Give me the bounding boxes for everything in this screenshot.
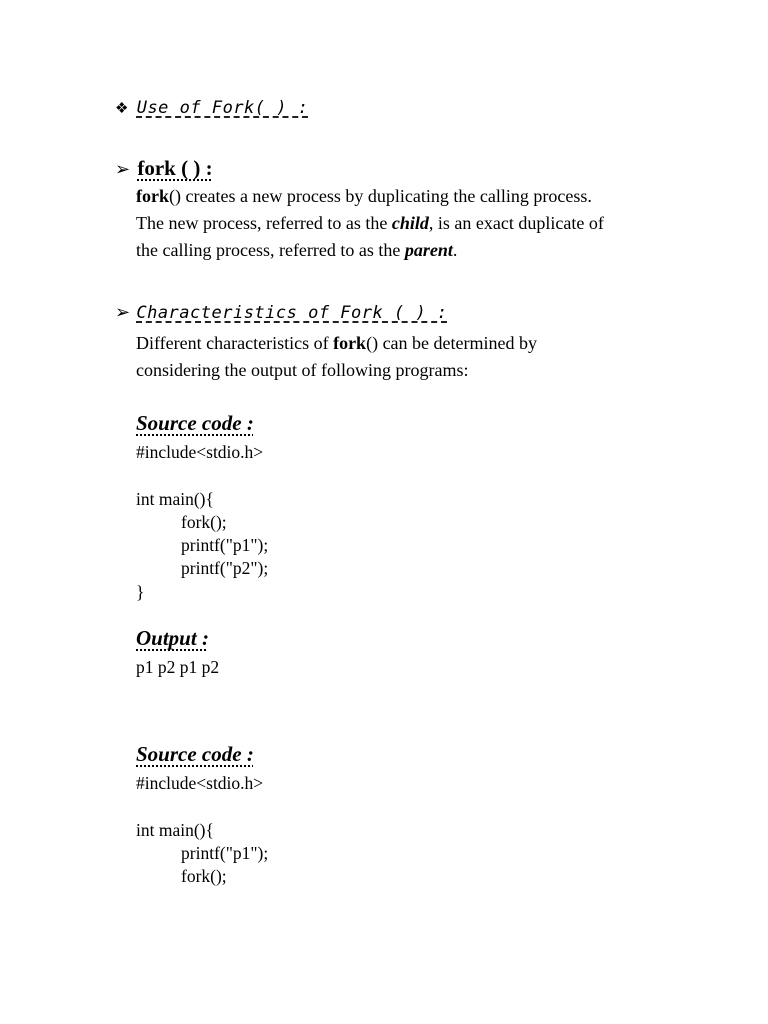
code-line [136, 464, 268, 487]
code-block-1 [136, 441, 268, 604]
characteristics-heading-text: Characteristics of Fork ( ) : [136, 303, 448, 323]
fork-desc-line-3: the calling process, referred to as the parent. [136, 240, 458, 260]
output-text: p1 p2 p1 p2 [136, 657, 220, 677]
arrow-bullet-icon: ➢ [115, 302, 131, 322]
characteristics-line-1: Different characteristics of fork() can be determined by [136, 333, 537, 353]
characteristics-line-2: considering the output of following programs: [136, 360, 469, 380]
code-line: fork(); [181, 866, 227, 887]
code-line: fork(); [181, 511, 227, 532]
code-block-2 [136, 772, 268, 888]
fork-desc-line-1: fork() creates a new process by duplicating the calling process. [136, 186, 592, 206]
code-line: printf("p1"); [181, 535, 269, 556]
arrow-bullet-icon: ➢ [115, 159, 131, 179]
fork-desc-line-2: The new process, referred to as the child, is an exact duplicate of [136, 213, 604, 233]
output-heading: Output : [136, 626, 209, 650]
section-title [115, 98, 308, 118]
source-code-heading-2: Source code : [136, 742, 254, 766]
fork-heading [115, 156, 213, 181]
code-line: printf("p2"); [181, 558, 269, 579]
section-title-text: Use of Fork( ) : [136, 98, 309, 118]
code-line: printf("p1"); [181, 842, 269, 863]
characteristics-heading [115, 302, 448, 323]
fork-description [136, 183, 604, 264]
code-line: #include<stdio.h> [136, 773, 264, 793]
fork-heading-text: fork ( ) : [137, 156, 213, 180]
source-code-heading-1: Source code : [136, 411, 254, 435]
characteristics-description [136, 330, 537, 384]
code-line [136, 795, 268, 818]
code-line: int main(){ [136, 488, 214, 509]
diamond-bullet-icon: ❖ [115, 101, 129, 117]
code-line: int main(){ [136, 819, 214, 840]
code-line: #include<stdio.h> [136, 442, 264, 462]
code-line: } [136, 581, 145, 602]
